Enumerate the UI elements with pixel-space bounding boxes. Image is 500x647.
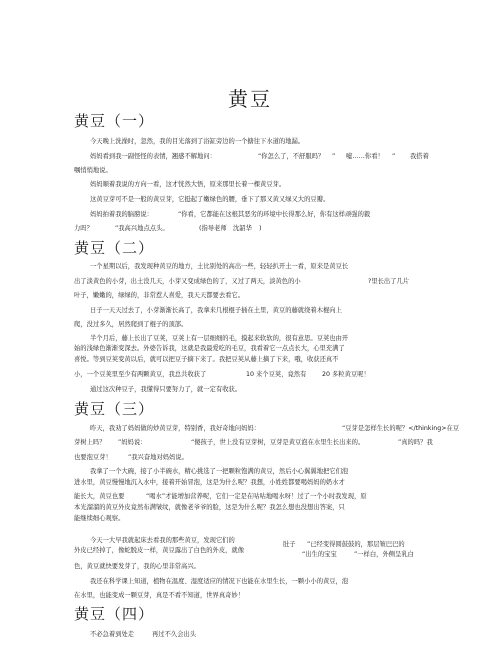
text-line: 昨天，我劝了妈妈做的炒黄豆芽，特别香，我好奇地问妈妈： bbox=[90, 425, 261, 432]
text-line: 今天一大早我就起床去看我的那些黄豆，发现它们的 bbox=[90, 537, 235, 544]
text-line: 20 多粒黄豆呢！ bbox=[322, 371, 370, 378]
text-line: 色，黄豆就快要发芽了，我的心里非常高兴。 bbox=[74, 563, 200, 570]
section-heading: 黄豆（三） bbox=[74, 400, 155, 418]
text-line: 妈妈看到我一副怪怪的表情，翘感不解地问： bbox=[90, 153, 216, 160]
text-line: 我还在科学课上知道，植物在温度、湿度适应的情况下也能在水里生长，一颗小小的黄豆，泡 bbox=[90, 578, 349, 585]
text-line: 能继续细心观察。 bbox=[74, 515, 125, 522]
text-line: ” bbox=[332, 153, 336, 160]
text-line: 本光溜溜的黄豆外皮竟然布满皱纹，就像老爷爷的脸，这是为什么呢？我怎么想也没想出答案，只 bbox=[74, 504, 345, 511]
section-heading: 黄豆（二） bbox=[74, 239, 155, 257]
text-line: 不必急着到处走 bbox=[90, 631, 135, 638]
text-line: ”妈妈说： bbox=[118, 439, 147, 446]
text-line: 10 来个豆荚，竟然有 bbox=[246, 371, 307, 378]
text-line: 我拿了一个大碗，接了小半碗水，精心挑选了一把颗粒饱满的黄豆，然后小心翼翼地把它们泡 bbox=[90, 468, 349, 475]
text-line: ”我兴奋地对妈妈说。 bbox=[128, 454, 188, 461]
text-line: ”我高兴地点点头。 bbox=[115, 225, 169, 232]
text-line: 出了淡黄色的小芽，出土没几天，小芽又变成绿色的了，又过了两天，淡黄色的小 bbox=[74, 278, 301, 285]
text-line: ) bbox=[259, 225, 262, 232]
text-line: “喝水”才能增加营养呢，它们一定是在咕咕地喝水呀！过了一个小时我发现，原 bbox=[146, 493, 367, 500]
section-heading: 黄豆（一） bbox=[74, 112, 155, 130]
text-line: 小，一个豆荚里至少有两颗黄豆，我总共收获了 bbox=[74, 371, 207, 378]
document-title: 黄豆 bbox=[228, 87, 272, 111]
text-line: “你怎么了，不舒服吗？ bbox=[258, 153, 325, 160]
text-line: ”真的吗？我 bbox=[398, 439, 433, 446]
text-line: 力吗？ bbox=[74, 225, 93, 232]
text-line: “你看，它都能在这根其恶劣的环境中长得那么好，你有这样顽强的毅 bbox=[178, 211, 371, 218]
text-line: 嘘……你看！ bbox=[346, 153, 384, 160]
text-line: 这黄豆芽可不是一般的黄豆芽，它挺起了嫩绿色的腰，垂下了那又黄又绿又大的豆瓣。 bbox=[90, 196, 330, 203]
text-line: 爬，没过多久，居然爬到了棍子的顶部。 bbox=[74, 321, 188, 328]
text-line: 芽树上吗？ bbox=[74, 439, 106, 446]
text-line: 一个星期以后，我发现种黄豆的地方，土比别处的高出一些，轻轻扒开土一看，原来是黄豆长 bbox=[90, 263, 349, 270]
text-line: 半个月后，藤上长出了豆荚，豆荚上有一层细细的毛，摸起来软软的，很有意思。豆荚也由开 bbox=[90, 335, 349, 342]
text-line: 妈妈拍着我的脑膀说： bbox=[90, 211, 153, 218]
text-line: ?里长出了几片 bbox=[368, 278, 410, 285]
text-line: 叶子，嫩嫩的，绿绿的，非常惹人喜爱，我天天都要去看它。 bbox=[74, 292, 245, 299]
text-line: “出生的宝宝 bbox=[302, 551, 337, 558]
text-line: ” bbox=[392, 153, 396, 160]
text-line: 我搭着 bbox=[410, 153, 429, 160]
text-line: 能长大，黄豆也要 bbox=[74, 493, 125, 500]
text-line: “豆芽是怎样生长的呢？</thinking>在豆 bbox=[342, 425, 460, 432]
text-line: 沈韶华 bbox=[233, 225, 252, 232]
text-line: 再过不久会出头 bbox=[152, 631, 197, 638]
text-line: (指导老师 bbox=[199, 225, 227, 232]
text-line: 喜悦。等到豆荚变黄以后，就可以把豆子摘下来了。我把豆荚从藤上摘了下来，哦，收获还真不 bbox=[74, 356, 339, 363]
text-line: 嘱悄悄地说。 bbox=[74, 167, 112, 174]
text-line: 肚子 bbox=[283, 541, 296, 548]
text-line: ”一样白，外侧呈乳白 bbox=[354, 551, 414, 558]
text-line: 始的浅绿色渐渐变深去。外婆告诉我，这就是我最爱吃的毛豆，我看着它一点点长大，心里充满了 bbox=[74, 345, 345, 352]
text-line: ”已经变得圆鼓鼓的，那层皱巴巴的 bbox=[307, 541, 405, 548]
text-line: 外皮已经掉了，像蛇脱皮一样，黄豆露出了白色的外皮，就像 bbox=[74, 547, 245, 554]
text-line: “傻孩子，世上没有豆芽树，豆芽是黄豆泡在水里生长出来的。 bbox=[191, 439, 365, 446]
text-line: 日子一天天过去了，小芽渐渐长高了，我拿来几根棍子插在土里，黄豆的藤就绕着木棍向上 bbox=[90, 307, 342, 314]
text-line: 通过这次种豆子，我懂得只要努力了，就一定有收获。 bbox=[90, 386, 242, 393]
text-line: 进水里，黄豆慢慢地沉入水中，接着开始冒泡，这是为什么呢？我想，小姓姓都要喝妈妈的奶水才 bbox=[74, 479, 345, 486]
section-heading: 黄豆（四） bbox=[74, 605, 155, 623]
text-line: 妈妈顺着我说的方向一看，这才恍然大悟，原来那里长着一棵黄豆芽。 bbox=[90, 181, 286, 188]
text-line: 今天晚上洗澡时，忽然，我的目光落到了浴缸旁边的一个搪往下水道的地漏。 bbox=[90, 138, 305, 145]
text-line: 也要泡豆芽！ bbox=[74, 454, 112, 461]
text-line: 在水里，也能变成一颗豆芽，真是不看不知道，世界真奇妙！ bbox=[74, 592, 245, 599]
